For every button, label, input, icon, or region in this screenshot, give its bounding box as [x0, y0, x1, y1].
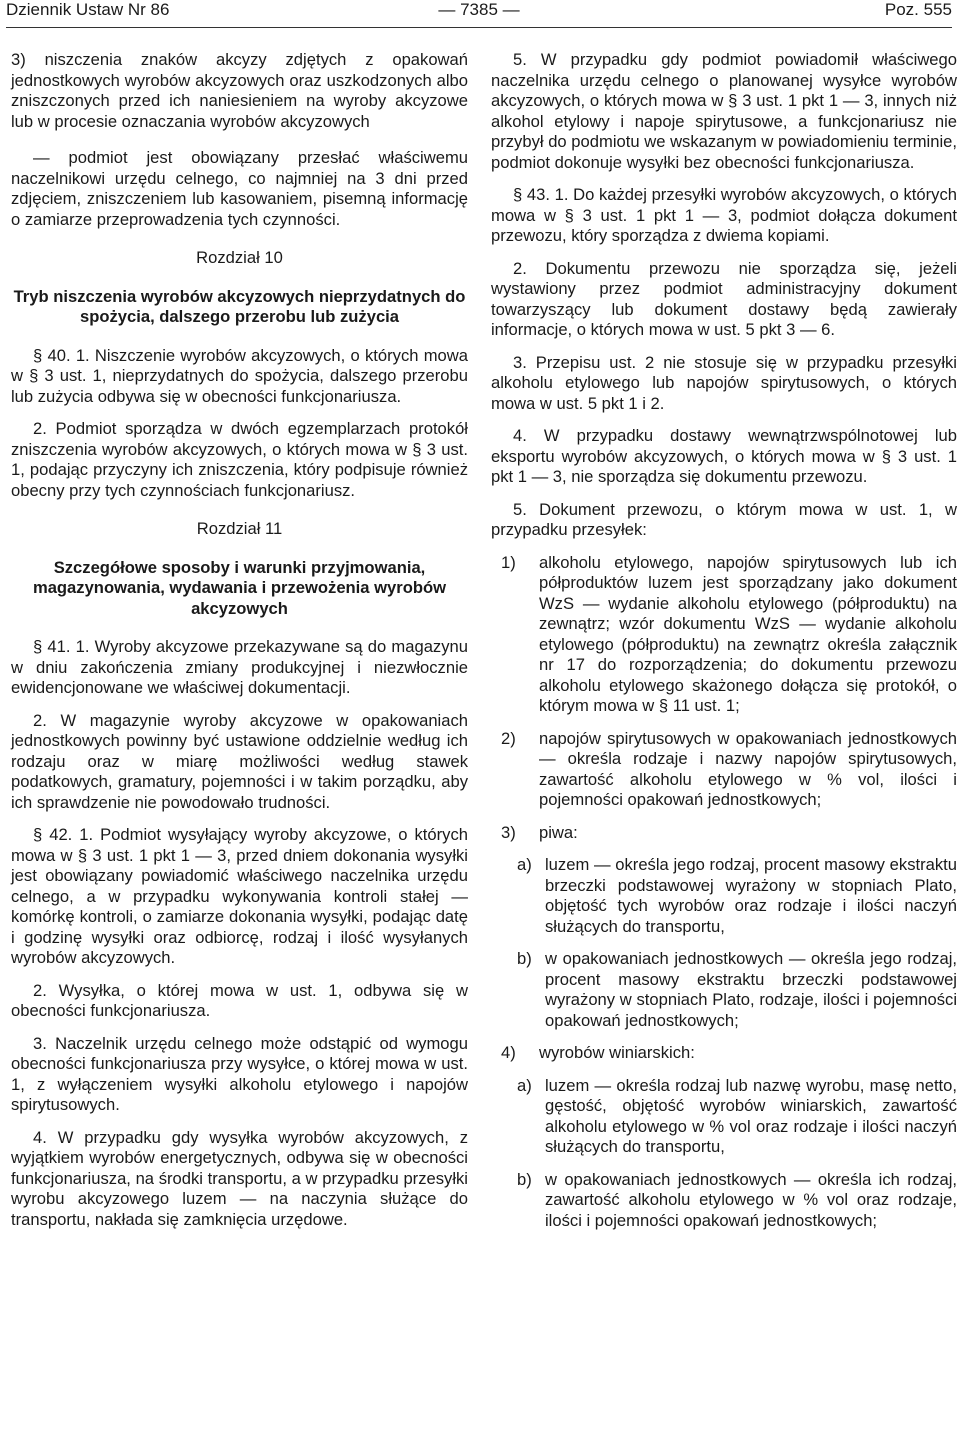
sub-list-item [517, 855, 957, 937]
paragraph: 3. Naczelnik urzędu celnego może odstąpić od wymogu obecności funkcjonariusza przy wysyłce, o której mowa w ust. 1, z wyłączeniem wysyłki alkoholu etylowego i napojów spirytusowych. [11, 1033, 468, 1114]
sub-item-text: luzem — określa jego rodzaj, procent masowy ekstraktu brzeczki podstawowej wyrażony w stopniach Plato, objętość tych wyrobów oraz rodzaje i ilości naczyń służących do transportu, [545, 855, 957, 936]
paragraph: § 41. 1. Wyroby akcyzowe przekazywane są do magazynu w dniu zakończenia zmiany produkcyjnej i niezwłocznie ewidencjonowane we właściwej dokumentacji. [11, 637, 468, 697]
sub-list-item [517, 949, 957, 1031]
chapter-title: Tryb niszczenia wyrobów akcyzowych nieprzydatnych do spożycia, dalszego przerobu lub zużycia [13, 286, 466, 326]
paragraph: 3) niszczenia znaków akcyzy zdjętych z opakowań jednostkowych wyrobów akcyzowych oraz uszkodzonych albo zniszczonych przed ich naniesieniem na wyroby akcyzowe lub w procesie oznaczania wyrobów akcyzowych [11, 50, 468, 131]
paragraph: § 43. 1. Do każdej przesyłki wyrobów akcyzowych, o których mowa w § 3 ust. 1 pkt 1 — 3, podmiot dołącza dokument przewozu, który sporządza z dwiema kopiami. [491, 185, 957, 245]
position-number: Poz. 555 [884, 0, 952, 19]
list-item-text: alkoholu etylowego, napojów spirytusowych lub ich półproduktów luzem jest sporządzany jako dokument WzS — wydanie alkoholu etylowego (półproduktu) na zewnątrz; wzór dokumentu WzS — wydanie alkoholu etylowego (półproduktu) na zewnątrz określa załącznik nr 17 do rozporządzenia; do dokumentu przewozu alkoholu etylowego skażonego dołącza się protokół, o którym mowa w § 11 ust. 1; [539, 552, 957, 715]
sub-item-letter: b) [517, 1169, 532, 1189]
list-item [491, 729, 957, 811]
list-item-number: 2) [501, 728, 516, 748]
sub-item-letter: b) [517, 949, 532, 968]
list-item [491, 823, 957, 844]
chapter-heading: Rozdział 10 [196, 248, 283, 267]
list-item-text: wyrobów winiarskich: [539, 1043, 695, 1062]
sub-item-letter: a) [517, 1075, 532, 1095]
list-item-text: piwa: [539, 822, 578, 842]
paragraph: 2. Podmiot sporządza w dwóch egzemplarzach protokół zniszczenia wyrobów akcyzowych, o których mowa w § 3 ust. 1, podając przyczyny ich zniszczenia, który podpisuje również obecny przy tych czynnościach funkcjonariusz. [11, 419, 468, 500]
paragraph: 5. Dokument przewozu, o którym mowa w ust. 1, w przypadku przesyłek: [491, 499, 957, 539]
paragraph: 5. W przypadku gdy podmiot powiadomił właściwego naczelnika urzędu celnego o planowanej wysyłce wyrobów akcyzowych, o których mowa w § 3 ust. 1 pkt 1 — 3, innych niż alkohol etylowy i napoje spirytusowe, a funkcjonariusz nie przybył do podmiotu we wskazanym w powiadomieniu terminie, podmiot dokonuje wysyłki bez obecności funkcjonariusza. [491, 50, 957, 172]
list-item [491, 1043, 957, 1064]
paragraph: 3. Przepisu ust. 2 nie stosuje się w przypadku przesyłki alkoholu etylowego lub napojów spirytusowych, o których mowa w ust. 5 pkt 1 i 2. [491, 352, 957, 413]
sub-item-letter: a) [517, 855, 532, 874]
list-item-text: napojów spirytusowych w opakowaniach jednostkowych — określa rodzaje i nazwy napojów spirytusowych, zawartość alkoholu etylowego w % vol, ilości i pojemności opakowań jednostkowych; [539, 728, 957, 809]
journal-title: Dziennik Ustaw Nr 86 [6, 0, 170, 19]
list-item-number: 4) [501, 1043, 516, 1062]
paragraph: 2. Wysyłka, o której mowa w ust. 1, odbywa się w obecności funkcjonariusza. [11, 980, 468, 1020]
chapter-title: Szczegółowe sposoby i warunki przyjmowania, magazynowania, wydawania i przewożenia wyrobów akcyzowych [32, 557, 447, 618]
chapter-heading: Rozdział 11 [196, 519, 283, 538]
sub-list-item [517, 1170, 957, 1232]
list-item [491, 553, 957, 717]
paragraph: § 42. 1. Podmiot wysyłający wyroby akcyzowe, o których mowa w § 3 ust. 1 pkt 1 — 3, przed dniem dokonania wysyłki jest obowiązany powiadomić właściwego naczelnika urzędu celnego, a w przypadku wykonywania kontroli stałej — komórkę kontroli, o zamiarze dokonania wysyłki, podając datę i godzinę wysyłki oraz odbiorcę, rodzaj i ilość wysyłanych wyrobów akcyzowych. [11, 825, 468, 967]
paragraph: — podmiot jest obowiązany przesłać właściwemu naczelnikowi urzędu celnego, co najmniej na 3 dni przed zdjęciem, zniszczeniem lub kasowaniem, pisemną informację o zamiarze przeprowadzenia tych czynności. [11, 148, 468, 229]
sub-item-text: w opakowaniach jednostkowych — określa ich rodzaj, zawartość alkoholu etylowego w % vol oraz rodzaje, ilości i pojemności opakowań jednostkowych; [545, 1169, 957, 1230]
left-column [11, 50, 468, 1242]
paragraph: 2. W magazynie wyroby akcyzowe w opakowaniach jednostkowych powinny być ustawione oddzielnie według ich rodzaju oraz w miarę możliwości według stawek podatkowych, gramatury, pojemności i w takim porządku, aby ich sprawdzenie nie powodowało trudności. [11, 710, 468, 812]
sub-item-text: w opakowaniach jednostkowych — określa jego rodzaj, procent masowy ekstraktu brzeczki podstawowej wyrażony w stopniach Plato, rodzaje, ilości i pojemności opakowań jednostkowych; [545, 949, 957, 1030]
sub-list-item [517, 1076, 957, 1158]
list-item-number: 1) [501, 552, 516, 572]
paragraph: 4. W przypadku dostawy wewnątrzwspólnotowej lub eksportu wyrobów akcyzowych, o których mowa w § 3 ust. 1 pkt 1 — 3, nie sporządza się dokumentu przewozu. [491, 426, 957, 486]
page-number: — 7385 — [438, 0, 520, 19]
paragraph: 4. W przypadku gdy wysyłka wyrobów akcyzowych, z wyjątkiem wyrobów energetycznych, odbywa się w obecności funkcjonariusza, na środki transportu, a w przypadku przesyłki wyrobu akcyzowego luzem — na naczynia służące do transportu, nakłada się zamknięcia urzędowe. [11, 1127, 468, 1229]
header-rule [6, 27, 952, 28]
paragraph: § 40. 1. Niszczenie wyrobów akcyzowych, o których mowa w § 3 ust. 1, nieprzydatnych do spożycia, dalszego przerobu lub zużycia odbywa się w obecności funkcjonariusza. [11, 345, 468, 406]
sub-item-text: luzem — określa rodzaj lub nazwę wyrobu, masę netto, gęstość, objętość wyrobów winiarskich, zawartość alkoholu etylowego w % vol oraz rodzaje i ilości naczyń służących do transportu, [545, 1075, 957, 1156]
paragraph: 2. Dokumentu przewozu nie sporządza się, jeżeli wystawiony przez podmiot administracyjny dokument towarzyszący lub dokument dostawy będą zawierały informacje, o których mowa w ust. 5 pkt 3 — 6. [491, 258, 957, 339]
list-item-number: 3) [501, 822, 516, 842]
right-column [491, 50, 957, 1243]
page-header [6, 0, 952, 24]
